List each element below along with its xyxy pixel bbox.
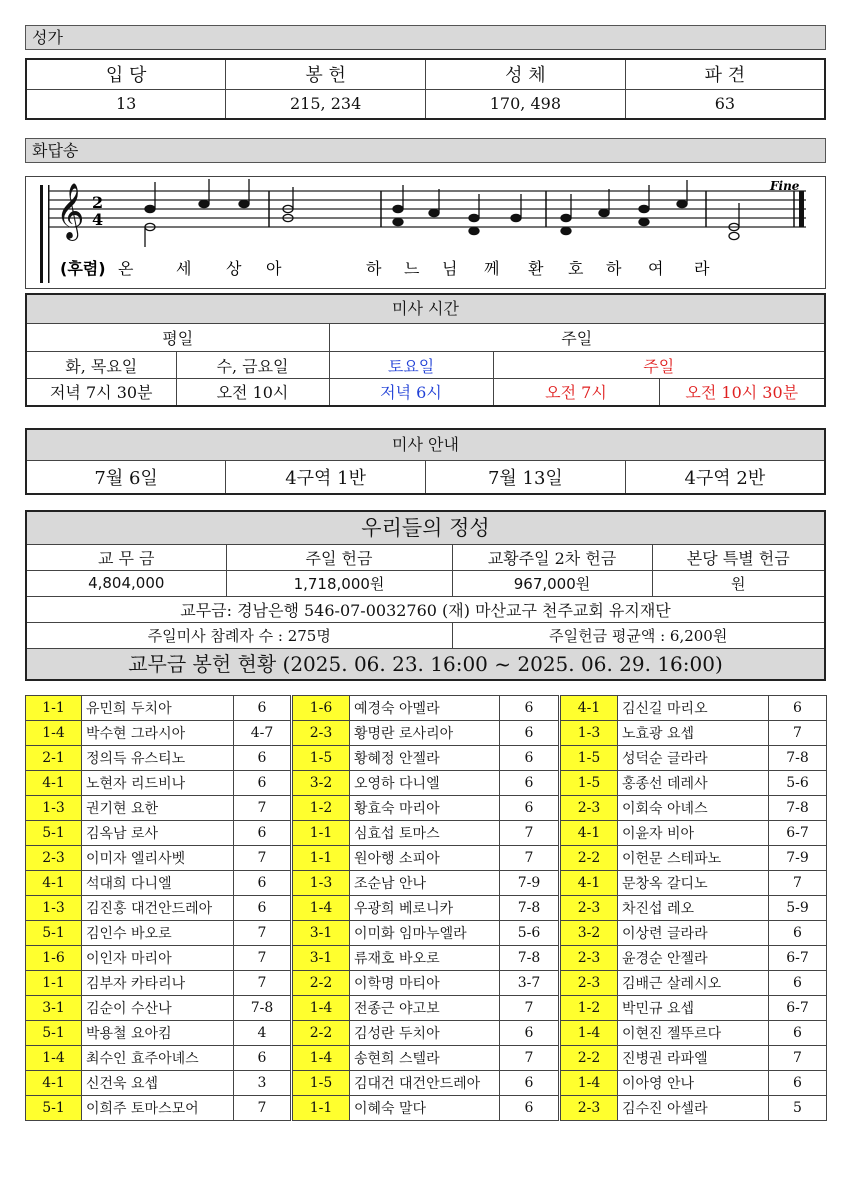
contributor-name: 이헌문 스테파노 <box>618 846 769 871</box>
hymn-value-recessional: 63 <box>625 89 825 119</box>
mass-guide-section <box>25 428 826 495</box>
contributor-num: 7-9 <box>769 846 827 871</box>
offering-header-sunday: 주일 헌금 <box>226 544 452 570</box>
contributor-code: 3-2 <box>560 921 618 946</box>
fine-label: Fine <box>770 179 800 193</box>
contributor-num: 6 <box>500 771 560 796</box>
contributor-name: 이혜숙 말다 <box>350 1096 500 1121</box>
contributor-num: 6 <box>769 696 827 721</box>
contributor-name: 석대희 다니엘 <box>82 871 234 896</box>
contributor-num: 3 <box>234 1071 292 1096</box>
response-section-title: 화답송 <box>32 141 79 160</box>
contributor-code: 1-2 <box>560 996 618 1021</box>
table-row <box>26 896 827 921</box>
contributor-num: 7 <box>234 946 292 971</box>
contributor-num: 7-8 <box>500 946 560 971</box>
contributor-name: 이미화 임마누엘라 <box>350 921 500 946</box>
contributor-name: 심효섭 토마스 <box>350 821 500 846</box>
contributor-name: 원아행 소피아 <box>350 846 500 871</box>
contributor-name: 이윤자 비아 <box>618 821 769 846</box>
contributor-name: 김신길 마리오 <box>618 696 769 721</box>
table-row <box>26 696 827 721</box>
offering-value-papal: 967,000원 <box>452 570 652 596</box>
table-row <box>26 921 827 946</box>
contributor-name: 노현자 리드비나 <box>82 771 234 796</box>
contributor-name: 이인자 마리아 <box>82 946 234 971</box>
time-sunday-late: 오전 10시 30분 <box>659 379 825 406</box>
lyric-6: 느 <box>404 259 420 278</box>
contributor-num: 7 <box>500 996 560 1021</box>
contributor-code: 1-1 <box>292 846 350 871</box>
contributor-num: 7 <box>769 1046 827 1071</box>
contributor-num: 6 <box>500 1071 560 1096</box>
hymn-table <box>25 58 826 120</box>
lyric-11: 하 <box>606 259 622 278</box>
lyric-5: 하 <box>366 259 382 278</box>
contributor-name: 진병권 라파엘 <box>618 1046 769 1071</box>
dues-status-title: 교무금 봉헌 현황 (2025. 06. 23. 16:00 ~ 2025. 06. 29. 16:00) <box>26 648 825 680</box>
contributor-name: 이희주 토마스모어 <box>82 1096 234 1121</box>
table-row <box>26 721 827 746</box>
contributor-num: 7 <box>234 796 292 821</box>
contributor-name: 최수인 효주아녜스 <box>82 1046 234 1071</box>
lyric-9: 환 <box>528 259 544 278</box>
weekend-label: 주일 <box>329 324 825 352</box>
contributor-name: 김수진 아셀라 <box>618 1096 769 1121</box>
contributor-num: 6 <box>769 921 827 946</box>
contributor-name: 우광희 베로니카 <box>350 896 500 921</box>
hymn-value-entrance: 13 <box>26 89 226 119</box>
contributor-num: 7-9 <box>500 871 560 896</box>
music-staff <box>26 177 825 288</box>
guide-group-2: 4구역 2반 <box>625 460 825 494</box>
contributor-name: 예경숙 아멜라 <box>350 696 500 721</box>
contributor-name: 노효광 요셉 <box>618 721 769 746</box>
contributor-num: 7 <box>500 1046 560 1071</box>
offering-header-special: 본당 특별 헌금 <box>652 544 825 570</box>
contributor-code: 4-1 <box>560 821 618 846</box>
contributor-num: 6-7 <box>769 996 827 1021</box>
contributor-name: 이학명 마티아 <box>350 971 500 996</box>
contributor-code: 1-5 <box>560 771 618 796</box>
time-wed-fri: 오전 10시 <box>176 379 329 406</box>
table-row <box>26 971 827 996</box>
hymn-section-header <box>25 25 826 50</box>
contributor-num: 4-7 <box>234 721 292 746</box>
lyric-2: 세 <box>176 259 192 278</box>
contributor-name: 이회숙 아녜스 <box>618 796 769 821</box>
contributor-name: 황혜정 안젤라 <box>350 746 500 771</box>
contributor-code: 1-1 <box>292 1096 350 1121</box>
contributor-name: 송현희 스텔라 <box>350 1046 500 1071</box>
contributor-num: 6 <box>500 746 560 771</box>
contributor-name: 신건욱 요셉 <box>82 1071 234 1096</box>
offering-section <box>25 510 826 681</box>
contributors-list <box>25 695 826 1121</box>
contributor-num: 6 <box>500 1096 560 1121</box>
contributor-num: 7-8 <box>769 746 827 771</box>
day-wed-fri: 수, 금요일 <box>176 352 329 379</box>
contributor-num: 6-7 <box>769 821 827 846</box>
contributor-num: 7 <box>769 871 827 896</box>
contributor-code: 1-4 <box>292 896 350 921</box>
contributor-code: 4-1 <box>560 871 618 896</box>
contributor-code: 1-6 <box>26 946 82 971</box>
contributor-num: 6 <box>500 796 560 821</box>
table-row <box>26 946 827 971</box>
offering-value-special: 원 <box>652 570 825 596</box>
contributor-code: 2-3 <box>560 971 618 996</box>
contributor-code: 1-3 <box>292 871 350 896</box>
contributor-name: 윤경순 안젤라 <box>618 946 769 971</box>
contributor-code: 2-3 <box>560 896 618 921</box>
contributor-name: 문창옥 갈디노 <box>618 871 769 896</box>
contributor-code: 5-1 <box>26 1021 82 1046</box>
contributor-code: 2-1 <box>26 746 82 771</box>
contributor-num: 5-6 <box>769 771 827 796</box>
contributor-code: 1-2 <box>292 796 350 821</box>
contributor-num: 6 <box>500 1021 560 1046</box>
contributor-num: 6 <box>234 821 292 846</box>
contributor-num: 4 <box>234 1021 292 1046</box>
contributor-name: 황효숙 마리아 <box>350 796 500 821</box>
contributor-code: 1-1 <box>26 696 82 721</box>
contributor-num: 6 <box>234 771 292 796</box>
hymn-section-title: 성가 <box>32 28 63 47</box>
contributor-name: 김부자 카타리나 <box>82 971 234 996</box>
contributor-name: 성덕순 글라라 <box>618 746 769 771</box>
contributor-code: 1-4 <box>560 1021 618 1046</box>
contributor-code: 1-4 <box>292 996 350 1021</box>
table-row <box>26 746 827 771</box>
contributor-code: 4-1 <box>26 871 82 896</box>
svg-text:𝄞: 𝄞 <box>56 183 85 239</box>
contributor-code: 1-3 <box>560 721 618 746</box>
contributor-code: 3-1 <box>292 921 350 946</box>
contributor-code: 5-1 <box>26 821 82 846</box>
contributor-num: 7 <box>234 846 292 871</box>
contributor-code: 1-5 <box>292 746 350 771</box>
lyric-13: 라 <box>694 259 710 278</box>
day-sunday: 주일 <box>493 352 825 379</box>
attendance-count: 주일미사 참례자 수 : 275명 <box>26 622 452 648</box>
contributor-name: 황명란 로사리아 <box>350 721 500 746</box>
contributor-name: 홍종선 데레사 <box>618 771 769 796</box>
day-saturday: 토요일 <box>329 352 493 379</box>
contributor-name: 정의득 유스티노 <box>82 746 234 771</box>
contributor-name: 이현진 젤뚜르다 <box>618 1021 769 1046</box>
offering-title: 우리들의 정성 <box>26 511 825 544</box>
contributor-num: 6-7 <box>769 946 827 971</box>
table-row <box>26 1096 827 1121</box>
contributor-code: 1-4 <box>26 721 82 746</box>
contributor-num: 3-7 <box>500 971 560 996</box>
mass-guide-title: 미사 안내 <box>26 429 825 460</box>
hymn-value-communion: 170, 498 <box>426 89 626 119</box>
contributor-num: 6 <box>234 746 292 771</box>
contributor-num: 7 <box>500 821 560 846</box>
contributor-name: 전종근 야고보 <box>350 996 500 1021</box>
contributor-name: 유민희 두치아 <box>82 696 234 721</box>
contributor-code: 2-2 <box>560 1046 618 1071</box>
table-row <box>26 871 827 896</box>
guide-date-2: 7월 13일 <box>426 460 626 494</box>
svg-text:4: 4 <box>92 210 104 229</box>
time-sunday-early: 오전 7시 <box>493 379 659 406</box>
contributor-num: 6 <box>769 971 827 996</box>
table-row <box>26 796 827 821</box>
contributor-num: 7-8 <box>234 996 292 1021</box>
day-tue-thu: 화, 목요일 <box>26 352 176 379</box>
guide-group-1: 4구역 1반 <box>226 460 426 494</box>
contributor-num: 7 <box>234 1096 292 1121</box>
contributor-num: 7-8 <box>769 796 827 821</box>
contributor-name: 오영하 다니엘 <box>350 771 500 796</box>
offering-value-sunday: 1,718,000원 <box>226 570 452 596</box>
time-tue-thu: 저녁 7시 30분 <box>26 379 176 406</box>
weekday-label: 평일 <box>26 324 329 352</box>
lyric-10: 호 <box>568 259 584 278</box>
contributor-code: 2-3 <box>560 946 618 971</box>
hymn-header-communion: 성 체 <box>426 59 626 89</box>
time-saturday: 저녁 6시 <box>329 379 493 406</box>
contributor-name: 박용철 요아킴 <box>82 1021 234 1046</box>
contributor-code: 3-2 <box>292 771 350 796</box>
mass-time-title: 미사 시간 <box>26 294 825 324</box>
contributor-code: 1-1 <box>26 971 82 996</box>
contributor-code: 4-1 <box>560 696 618 721</box>
table-row <box>26 846 827 871</box>
table-row <box>26 1071 827 1096</box>
contributor-name: 차진섭 레오 <box>618 896 769 921</box>
contributor-code: 1-5 <box>560 746 618 771</box>
offering-value-dues: 4,804,000 <box>26 570 226 596</box>
account-info: 교무금: 경남은행 546-07-0032760 (재) 마산교구 천주교회 유지재단 <box>26 596 825 622</box>
hymn-header-entrance: 입 당 <box>26 59 226 89</box>
hymn-header-offertory: 봉 헌 <box>226 59 426 89</box>
response-section-header <box>25 138 826 163</box>
contributor-code: 1-6 <box>292 696 350 721</box>
average-offering: 주일헌금 평균액 : 6,200원 <box>452 622 825 648</box>
lyric-7: 님 <box>442 259 458 278</box>
contributor-num: 5 <box>769 1096 827 1121</box>
contributor-code: 2-2 <box>292 971 350 996</box>
guide-date-1: 7월 6일 <box>26 460 226 494</box>
contributor-num: 6 <box>234 696 292 721</box>
contributor-code: 2-3 <box>560 796 618 821</box>
contributor-code: 1-3 <box>26 896 82 921</box>
contributor-code: 4-1 <box>26 1071 82 1096</box>
contributor-code: 1-4 <box>292 1046 350 1071</box>
hymn-value-offertory: 215, 234 <box>226 89 426 119</box>
contributor-name: 김성란 두치아 <box>350 1021 500 1046</box>
contributor-code: 2-3 <box>560 1096 618 1121</box>
contributor-code: 5-1 <box>26 1096 82 1121</box>
svg-text:2: 2 <box>92 193 104 212</box>
offering-header-papal: 교황주일 2차 헌금 <box>452 544 652 570</box>
contributor-num: 6 <box>234 871 292 896</box>
lyric-4: 아 <box>266 259 282 278</box>
mass-time-section <box>25 293 826 407</box>
contributor-num: 7-8 <box>500 896 560 921</box>
offering-header-dues: 교 무 금 <box>26 544 226 570</box>
contributor-num: 6 <box>234 896 292 921</box>
contributor-name: 김진홍 대건안드레아 <box>82 896 234 921</box>
table-row <box>26 996 827 1021</box>
contributor-code: 1-1 <box>292 821 350 846</box>
table-row <box>26 821 827 846</box>
lyric-1: 온 <box>118 259 134 278</box>
hymn-header-recessional: 파 견 <box>625 59 825 89</box>
contributor-num: 6 <box>234 1046 292 1071</box>
music-score <box>25 176 826 289</box>
contributor-name: 이아영 안나 <box>618 1071 769 1096</box>
table-row <box>26 1046 827 1071</box>
contributor-num: 6 <box>769 1021 827 1046</box>
refrain-label: (후렴) <box>60 259 106 278</box>
lyric-12: 여 <box>648 259 664 278</box>
contributor-code: 2-3 <box>292 721 350 746</box>
contributor-name: 이미자 엘리사벳 <box>82 846 234 871</box>
contributor-name: 권기현 요한 <box>82 796 234 821</box>
contributor-code: 3-1 <box>292 946 350 971</box>
contributor-name: 김순이 수산나 <box>82 996 234 1021</box>
contributor-code: 1-4 <box>560 1071 618 1096</box>
contributor-name: 박민규 요셉 <box>618 996 769 1021</box>
contributor-num: 5-9 <box>769 896 827 921</box>
lyric-3: 상 <box>226 259 242 278</box>
contributor-name: 류재호 바오로 <box>350 946 500 971</box>
contributor-num: 7 <box>234 971 292 996</box>
contributor-name: 이상련 글라라 <box>618 921 769 946</box>
contributor-code: 2-3 <box>26 846 82 871</box>
contributor-name: 김인수 바오로 <box>82 921 234 946</box>
contributor-num: 6 <box>500 696 560 721</box>
contributor-name: 김대건 대건안드레아 <box>350 1071 500 1096</box>
contributor-num: 7 <box>769 721 827 746</box>
contributor-num: 6 <box>769 1071 827 1096</box>
contributor-num: 7 <box>234 921 292 946</box>
contributor-num: 7 <box>500 846 560 871</box>
lyric-8: 께 <box>484 259 500 278</box>
contributor-code: 5-1 <box>26 921 82 946</box>
contributor-name: 조순남 안나 <box>350 871 500 896</box>
contributor-num: 6 <box>500 721 560 746</box>
table-row <box>26 1021 827 1046</box>
contributor-code: 1-4 <box>26 1046 82 1071</box>
contributor-name: 김배근 살레시오 <box>618 971 769 996</box>
table-row <box>26 771 827 796</box>
contributor-name: 박수현 그라시아 <box>82 721 234 746</box>
contributor-code: 4-1 <box>26 771 82 796</box>
contributor-code: 2-2 <box>560 846 618 871</box>
contributor-num: 5-6 <box>500 921 560 946</box>
contributor-name: 김옥남 로사 <box>82 821 234 846</box>
contributor-code: 1-3 <box>26 796 82 821</box>
contributor-code: 2-2 <box>292 1021 350 1046</box>
contributor-code: 3-1 <box>26 996 82 1021</box>
contributor-code: 1-5 <box>292 1071 350 1096</box>
